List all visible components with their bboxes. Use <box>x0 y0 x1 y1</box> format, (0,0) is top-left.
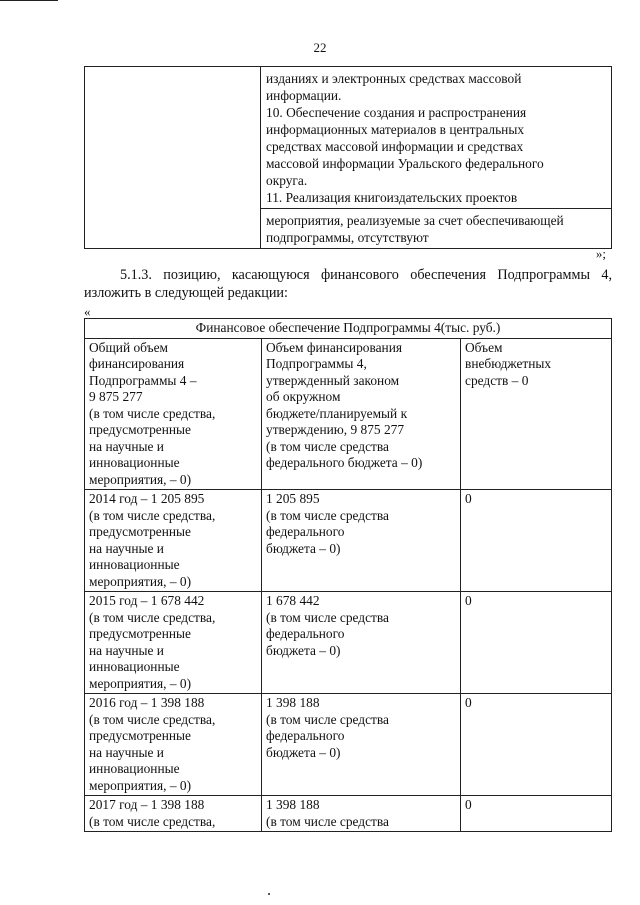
table-row <box>85 592 612 694</box>
supporting-measures-cell: мероприятия, реализуемые за счет обеспечивающей подпрограммы, отсутствуют <box>261 209 612 249</box>
table-row <box>85 796 612 832</box>
year-district-cell: 1 205 895 (в том числе средства федерального бюджета – 0) <box>262 490 461 592</box>
paragraph-line: 5.1.3. позицию, касающуюся финансового обеспечения Подпрограммы 4, <box>120 267 612 283</box>
paragraph-line: изложить в следующей редакции: <box>84 285 288 301</box>
year-extra-cell: 0 <box>461 694 612 796</box>
table-title: Финансовое обеспечение Подпрограммы 4(тыс. руб.) <box>85 319 612 339</box>
year-district-cell: 1 398 188 (в том числе средства <box>262 796 461 832</box>
continued-measures-table <box>84 66 612 249</box>
closing-quote: »; <box>595 246 606 261</box>
district-funding-header: Объем финансирования Подпрограммы 4, утвержденный законом об окружном бюджете/планируемый к утверждению, 9 875 277 (в том числе средства федерального бюджета – 0) <box>262 338 461 490</box>
year-total-cell: 2015 год – 1 678 442 (в том числе средства, предусмотренные на научные и инновационные мероприятия, – 0) <box>85 592 262 694</box>
empty-label-cell <box>85 67 261 249</box>
table-header-row <box>85 338 612 490</box>
year-total-cell: 2017 год – 1 398 188 (в том числе средства, <box>85 796 262 832</box>
total-funding-header: Общий объем финансирования Подпрограммы 4 – 9 875 277 (в том числе средства, предусмотренные на научные и инновационные мероприятия, – 0) <box>85 338 262 490</box>
table-row <box>85 694 612 796</box>
year-extra-cell: 0 <box>461 490 612 592</box>
year-district-cell: 1 398 188 (в том числе средства федерального бюджета – 0) <box>262 694 461 796</box>
scan-speck <box>268 893 270 895</box>
table-row <box>85 490 612 592</box>
page-number: 22 <box>313 40 327 55</box>
year-total-cell: 2014 год – 1 205 895 (в том числе средства, предусмотренные на научные и инновационные мероприятия, – 0) <box>85 490 262 592</box>
table-title-row <box>85 319 612 339</box>
table-row <box>85 67 612 209</box>
year-extra-cell: 0 <box>461 592 612 694</box>
extrabudget-header: Объем внебюджетных средств – 0 <box>461 338 612 490</box>
year-total-cell: 2016 год – 1 398 188 (в том числе средства, предусмотренные на научные и инновационные мероприятия, – 0) <box>85 694 262 796</box>
measures-list-cell: изданиях и электронных средствах массовой информации. 10. Обеспечение создания и распространения информационных материалов в центральных средствах массовой информации и средствах массовой информации Уральского федерального округа. 11. Реализация книгоиздательских проектов <box>261 67 612 209</box>
header-rule <box>0 0 58 1</box>
year-district-cell: 1 678 442 (в том числе средства федерального бюджета – 0) <box>262 592 461 694</box>
finance-table <box>84 318 612 832</box>
year-extra-cell: 0 <box>461 796 612 832</box>
opening-quote: « <box>84 304 91 319</box>
amendment-paragraph <box>84 266 612 302</box>
